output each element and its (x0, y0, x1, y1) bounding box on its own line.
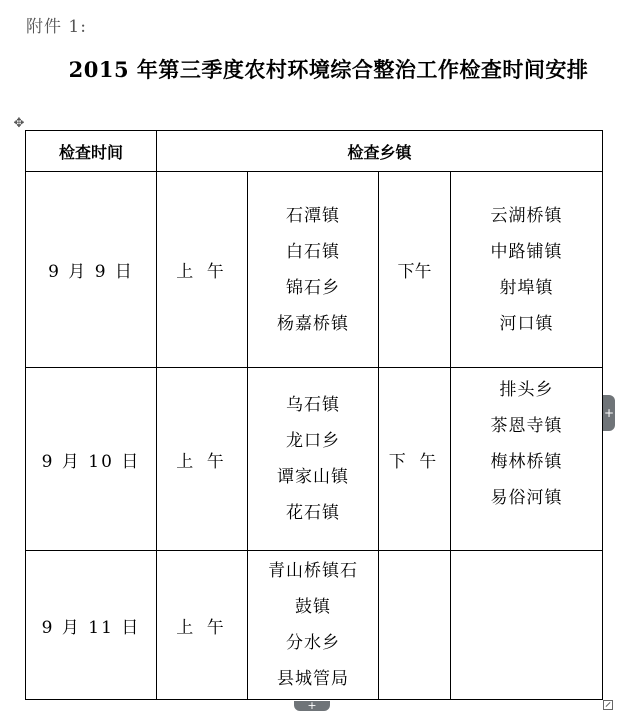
town-name: 中路铺镇 (490, 241, 563, 262)
table-move-handle-icon[interactable]: ✥ (13, 116, 25, 131)
pm-towns-cell (451, 368, 603, 551)
am-label-cell: 上 午 (157, 551, 248, 700)
town-name: 谭家山镇 (277, 467, 349, 487)
town-name: 河口镇 (499, 313, 554, 334)
date-cell: 9 月 11 日 (26, 551, 157, 700)
pm-label-cell: 下 午 (379, 368, 451, 551)
table-row (26, 551, 603, 700)
town-name: 云湖桥镇 (490, 205, 563, 226)
table-header-row (26, 131, 603, 172)
header-inspection-towns: 检查乡镇 (157, 131, 603, 172)
town-name: 龙口乡 (286, 431, 340, 451)
town-name: 茶恩寺镇 (490, 416, 563, 436)
table-row (26, 368, 603, 551)
am-towns-cell (248, 551, 379, 700)
pm-towns-cell (451, 172, 603, 368)
table-row (26, 172, 603, 368)
inspection-schedule-table (25, 130, 603, 700)
town-name: 分水乡 (286, 633, 340, 653)
am-towns-cell (248, 172, 379, 368)
header-inspection-time: 检查时间 (26, 131, 157, 172)
town-name: 青山桥镇石 (268, 561, 358, 581)
town-name: 县城管局 (277, 669, 349, 689)
am-label-cell: 上 午 (157, 368, 248, 551)
pm-towns-cell-empty (451, 551, 603, 700)
town-name: 白石镇 (286, 241, 340, 262)
town-name: 排头乡 (499, 380, 554, 400)
add-row-plus-icon[interactable]: + (294, 701, 330, 711)
am-towns-cell (248, 368, 379, 551)
town-name: 花石镇 (286, 503, 340, 523)
pm-label-cell: 下午 (379, 172, 451, 368)
add-column-plus-icon[interactable]: + (603, 395, 615, 431)
town-name: 杨嘉桥镇 (277, 313, 349, 334)
town-name: 乌石镇 (286, 395, 340, 415)
town-name: 易俗河镇 (490, 488, 563, 508)
document-title: 2015 年第三季度农村环境综合整治工作检查时间安排 (68, 57, 589, 82)
town-name: 鼓镇 (295, 597, 331, 617)
am-label-cell: 上 午 (157, 172, 248, 368)
date-cell: 9 月 10 日 (26, 368, 157, 551)
town-name: 锦石乡 (286, 277, 340, 298)
town-name: 射埠镇 (499, 277, 554, 298)
town-name: 石潭镇 (286, 205, 340, 226)
table-resize-handle-icon[interactable] (603, 700, 613, 710)
town-name: 梅林桥镇 (490, 452, 563, 472)
date-cell: 9 月 9 日 (26, 172, 157, 368)
pm-label-cell-empty (379, 551, 451, 700)
attachment-label: 附件 1: (26, 17, 87, 37)
